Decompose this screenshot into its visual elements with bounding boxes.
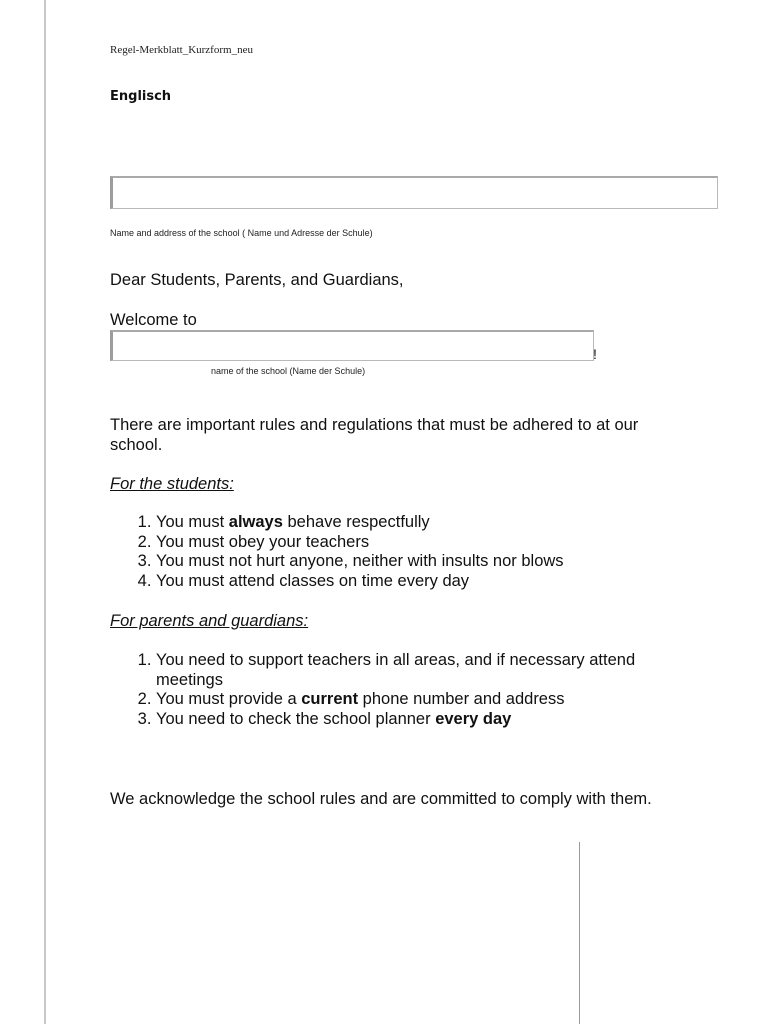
- list-item: 3. You must not hurt anyone, neither with insults nor blows: [156, 552, 640, 572]
- salutation: Dear Students, Parents, and Guardians,: [110, 271, 404, 289]
- school-field-caption: Name and address of the school ( Name und Adresse der Schule): [110, 228, 373, 238]
- students-rules-list: [110, 513, 640, 591]
- intro-paragraph: There are important rules and regulations that must be adhered to at our school.: [110, 416, 639, 454]
- document-id: Regel-Merkblatt_Kurzform_neu: [110, 44, 253, 56]
- school-name-field[interactable]: [110, 330, 594, 361]
- school-name-address-field[interactable]: [110, 176, 718, 209]
- list-item: 2. You must provide a current phone number and address: [156, 690, 640, 710]
- exclamation-mark: !: [593, 346, 597, 362]
- list-item: 4. You must attend classes on time every day: [156, 572, 640, 592]
- list-item: 1. You need to support teachers in all areas, and if necessary attend meetings: [156, 651, 640, 690]
- parents-rules-list: [110, 651, 640, 729]
- school-name-caption: name of the school (Name der Schule): [211, 366, 366, 376]
- welcome-text: Welcome to: [110, 311, 197, 329]
- acknowledgement-paragraph: We acknowledge the school rules and are committed to comply with them.: [110, 790, 652, 808]
- language-label: Englisch: [110, 89, 172, 104]
- list-item: 3. You need to check the school planner every day: [156, 710, 640, 730]
- page-left-border: [44, 0, 46, 1024]
- signature-divider-line: [579, 842, 580, 1024]
- parents-heading: For parents and guardians:: [110, 612, 309, 630]
- students-heading: For the students:: [110, 475, 234, 493]
- list-item: 1. You must always behave respectfully: [156, 513, 640, 533]
- list-item: 2. You must obey your teachers: [156, 533, 640, 553]
